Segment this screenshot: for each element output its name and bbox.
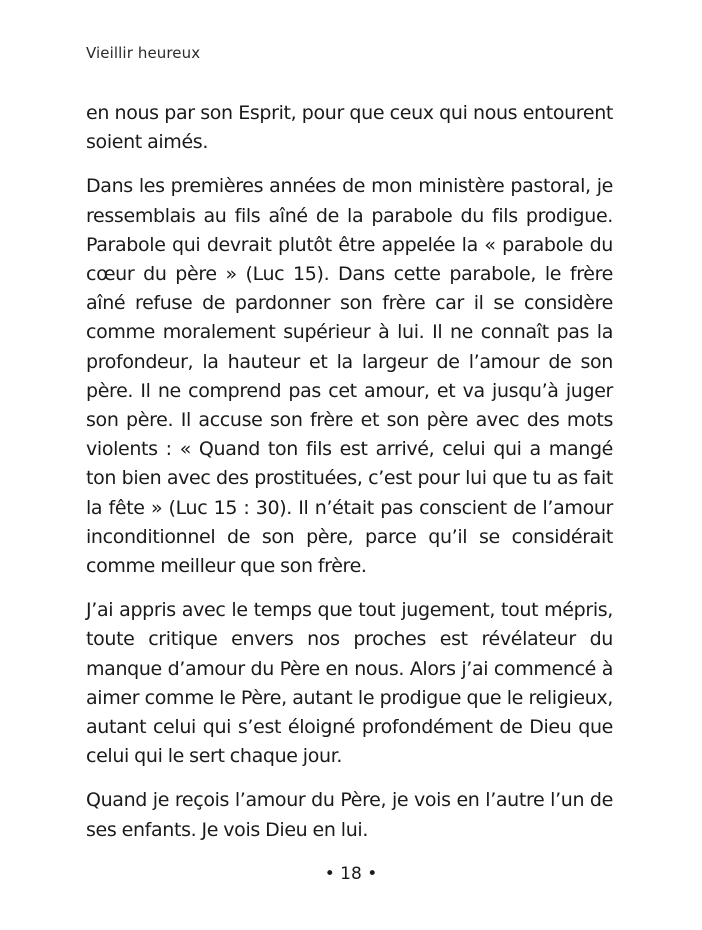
- paragraph: Quand je reçois l’amour du Père, je vois en l’autre l’un de ses enfants. Je vois Dieu en lui.: [86, 789, 613, 841]
- body-text: [86, 99, 613, 860]
- paragraph: Dans les premières années de mon ministère pastoral, je ressemblais au fils aîné de la parabole du fils prodigue. Parabole qui devrait plutôt être appelée la « parabole du cœur du père » (Luc 15). Dans cette parabole, le frère aîné refuse de pardonner son frère car il se considère comme moralement supérieur à lui. Il ne connaît pas la profondeur, la hauteur et la largeur de l’amour de son père. Il ne comprend pas cet amour, et va jusqu’à juger son père. Il accuse son frère et son père avec des mots violents : « Quand ton fils est arrivé, celui qui a mangé ton bien avec des prostituées, c’est pour lui que tu as fait la fête » (Luc 15 : 30). Il n’était pas conscient de l’amour inconditionnel de son père, parce qu’il se considérait comme meilleur que son frère.: [86, 175, 613, 578]
- paragraph: en nous par son Esprit, pour que ceux qui nous entourent soient aimés.: [86, 102, 613, 154]
- paragraph: J’ai appris avec le temps que tout jugement, tout mépris, toute critique envers nos proches est révélateur du manque d’amour du Père en nous. Alors j’ai commencé à aimer comme le Père, autant le prodigue que le religieux, autant celui qui s’est éloigné profondément de Dieu que celui qui le sert chaque jour.: [86, 599, 613, 768]
- page-number: • 18 •: [324, 864, 378, 884]
- running-header: Vieillir heureux: [86, 44, 201, 62]
